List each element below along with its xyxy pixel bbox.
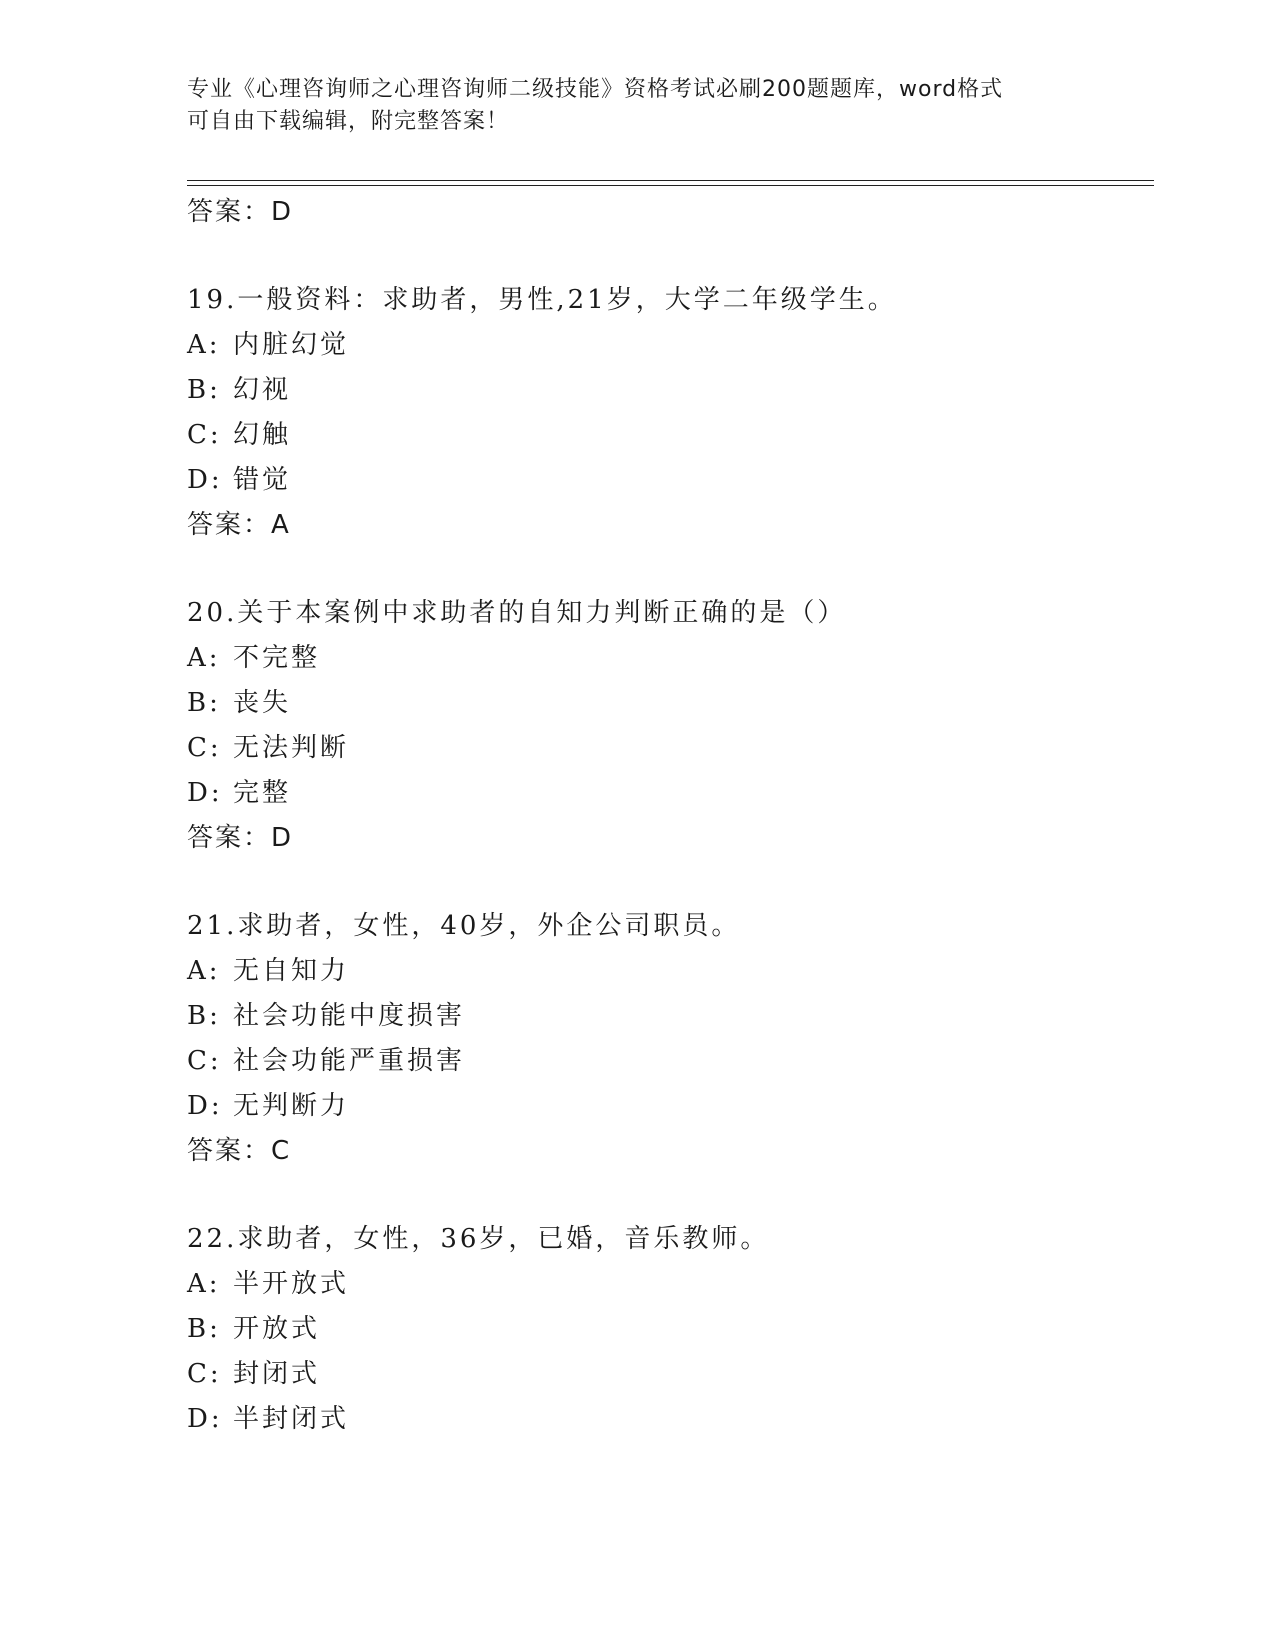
- option-key: D:: [187, 778, 223, 808]
- option-key: B:: [187, 375, 221, 405]
- option-a: [187, 949, 1147, 994]
- option-key: C:: [187, 1046, 222, 1076]
- option-b: [187, 994, 1147, 1039]
- option-key: D:: [187, 1404, 223, 1434]
- option-text: 幻视: [233, 375, 292, 405]
- question-text: 20.关于本案例中求助者的自知力判断正确的是（）: [187, 598, 847, 628]
- option-text: 内脏幻觉: [233, 330, 350, 360]
- option-d: [187, 771, 1147, 816]
- option-d: [187, 458, 1147, 503]
- answer: 答案：D: [187, 823, 294, 853]
- option-b: [187, 1307, 1147, 1352]
- option-text: 幻触: [233, 420, 292, 450]
- option-key: B:: [187, 688, 221, 718]
- option-c: [187, 413, 1147, 458]
- option-text: 无判断力: [233, 1091, 350, 1121]
- option-key: D:: [187, 1091, 223, 1121]
- option-text: 社会功能严重损害: [233, 1046, 466, 1076]
- question-text: 22.求助者，女性，36岁，已婚，音乐教师。: [187, 1224, 770, 1254]
- option-d: [187, 1397, 1147, 1442]
- option-key: C:: [187, 420, 222, 450]
- option-key: A:: [187, 643, 221, 673]
- header-rule-bottom: [187, 185, 1154, 186]
- header-rule-top: [187, 180, 1154, 181]
- option-key: D:: [187, 465, 223, 495]
- question-text: 21.求助者，女性，40岁，外企公司职员。: [187, 911, 741, 941]
- option-b: [187, 368, 1147, 413]
- question-22: [187, 1216, 1147, 1442]
- option-key: A:: [187, 1269, 221, 1299]
- option-key: B:: [187, 1001, 221, 1031]
- option-a: [187, 1262, 1147, 1307]
- option-text: 封闭式: [233, 1359, 321, 1389]
- option-key: C:: [187, 1359, 222, 1389]
- option-text: 丧失: [233, 688, 292, 718]
- option-d: [187, 1084, 1147, 1129]
- option-text: 完整: [233, 778, 292, 808]
- option-text: 开放式: [233, 1314, 321, 1344]
- option-text: 无法判断: [233, 733, 350, 763]
- option-a: [187, 636, 1147, 681]
- option-a: [187, 323, 1147, 368]
- option-text: 社会功能中度损害: [233, 1001, 466, 1031]
- answer: 答案：A: [187, 510, 291, 540]
- question-19: [187, 277, 1147, 548]
- option-c: [187, 1039, 1147, 1084]
- option-key: A:: [187, 330, 221, 360]
- option-text: 半开放式: [233, 1269, 350, 1299]
- option-text: 半封闭式: [233, 1404, 350, 1434]
- question-21: [187, 903, 1147, 1174]
- previous-answer: 答案：D: [187, 197, 294, 227]
- document-header: [187, 74, 1087, 138]
- option-c: [187, 1352, 1147, 1397]
- option-c: [187, 726, 1147, 771]
- header-line-2: 可自由下载编辑，附完整答案！: [187, 109, 510, 134]
- option-text: 不完整: [233, 643, 321, 673]
- option-b: [187, 681, 1147, 726]
- option-key: A:: [187, 956, 221, 986]
- header-line-1: 专业《心理咨询师之心理咨询师二级技能》资格考试必刷200题题库，word格式: [187, 77, 1004, 102]
- option-text: 错觉: [233, 465, 292, 495]
- option-text: 无自知力: [233, 956, 350, 986]
- option-key: B:: [187, 1314, 221, 1344]
- option-key: C:: [187, 733, 222, 763]
- question-20: [187, 590, 1147, 861]
- question-list: [187, 190, 1147, 1442]
- answer: 答案：C: [187, 1136, 292, 1166]
- question-text: 19.一般资料：求助者，男性,21岁，大学二年级学生。: [187, 285, 897, 315]
